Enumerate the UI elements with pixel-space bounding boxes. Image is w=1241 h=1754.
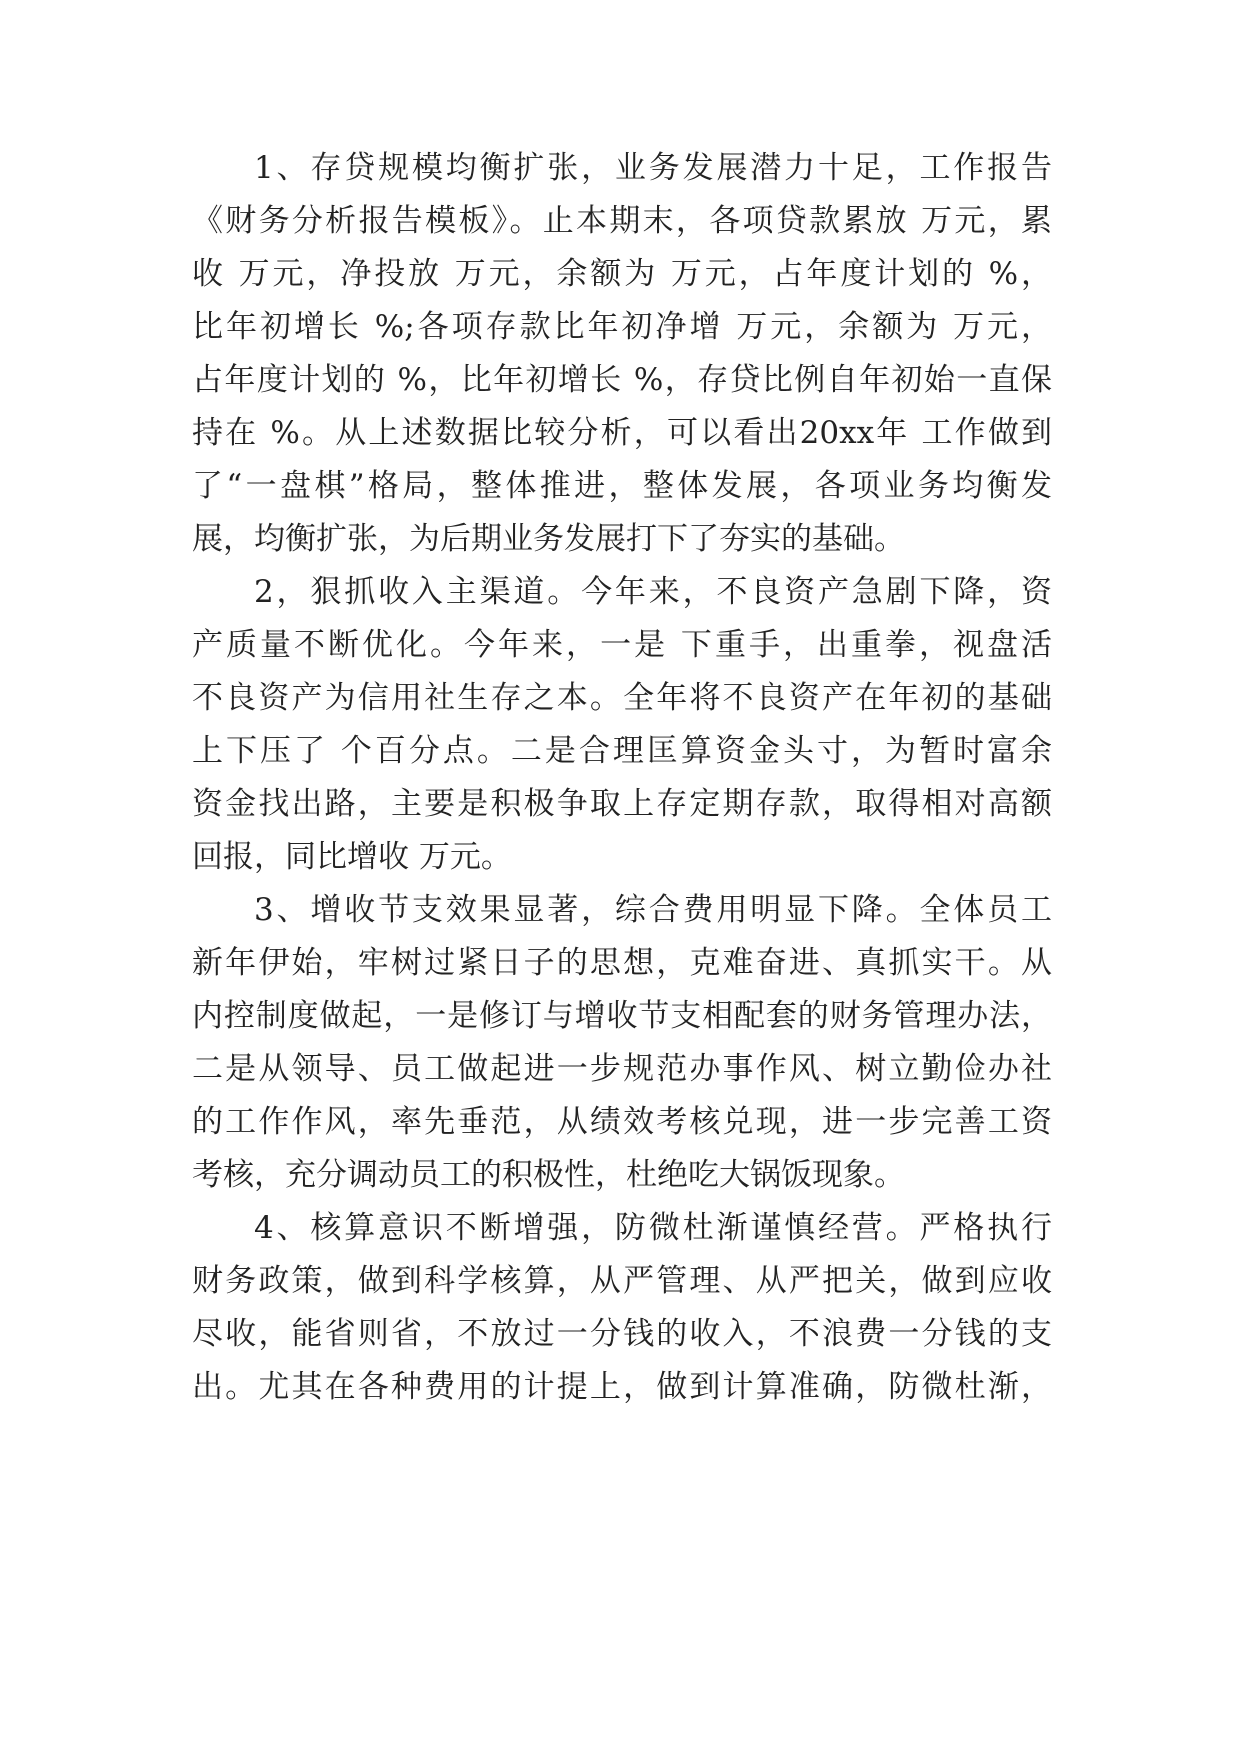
text-line: 占年度计划的 %，比年初增长 %，存贷比例自年初始一直保 [192, 362, 1052, 398]
text-line: 内控制度做起，一是修订与增收节支相配套的财务管理办法， [192, 998, 1052, 1034]
text-line: 的工作作风，率先垂范，从绩效考核兑现，进一步完善工资 [192, 1104, 1052, 1140]
text-line: 《财务分析报告模板》。止本期末，各项贷款累放 万元，累 [192, 203, 1052, 239]
text-line: 二是从领导、员工做起进一步规范办事作风、树立勤俭办社 [192, 1051, 1052, 1087]
text-line: 回报，同比增收 万元。 [192, 839, 512, 875]
text-line: 产质量不断优化。今年来，一是 下重手，出重拳，视盘活 [192, 627, 1052, 663]
text-line: 1、存贷规模均衡扩张，业务发展潜力十足，工作报告 [254, 150, 1052, 186]
text-line: 尽收，能省则省，不放过一分钱的收入，不浪费一分钱的支 [192, 1316, 1052, 1352]
text-line: 考核，充分调动员工的积极性，杜绝吃大锅饭现象。 [192, 1157, 905, 1193]
text-line: 2，狠抓收入主渠道。今年来，不良资产急剧下降，资 [254, 574, 1052, 610]
text-line: 新年伊始，牢树过紧日子的思想，克难奋进、真抓实干。从 [192, 945, 1052, 981]
text-line: 比年初增长 %;各项存款比年初净增 万元，余额为 万元， [192, 309, 1052, 345]
text-line: 上下压了 个百分点。二是合理匡算资金头寸，为暂时富余 [192, 733, 1052, 769]
text-line: 展，均衡扩张，为后期业务发展打下了夯实的基础。 [192, 521, 905, 557]
text-line: 收 万元，净投放 万元，余额为 万元，占年度计划的 %， [192, 256, 1052, 292]
text-line: 财务政策，做到科学核算，从严管理、从严把关，做到应收 [192, 1263, 1052, 1299]
text-line: 了“一盘棋”格局，整体推进，整体发展，各项业务均衡发 [192, 468, 1052, 504]
text-line: 4、核算意识不断增强，防微杜渐谨慎经营。严格执行 [254, 1210, 1052, 1246]
text-line: 不良资产为信用社生存之本。全年将不良资产在年初的基础 [192, 680, 1052, 716]
text-line: 3、增收节支效果显著，综合费用明显下降。全体员工 [254, 892, 1052, 928]
text-line: 出。尤其在各种费用的计提上，做到计算准确，防微杜渐， [192, 1369, 1052, 1405]
text-line: 持在 %。从上述数据比较分析，可以看出20xx年 工作做到 [192, 415, 1052, 451]
text-line: 资金找出路，主要是积极争取上存定期存款，取得相对高额 [192, 786, 1052, 822]
